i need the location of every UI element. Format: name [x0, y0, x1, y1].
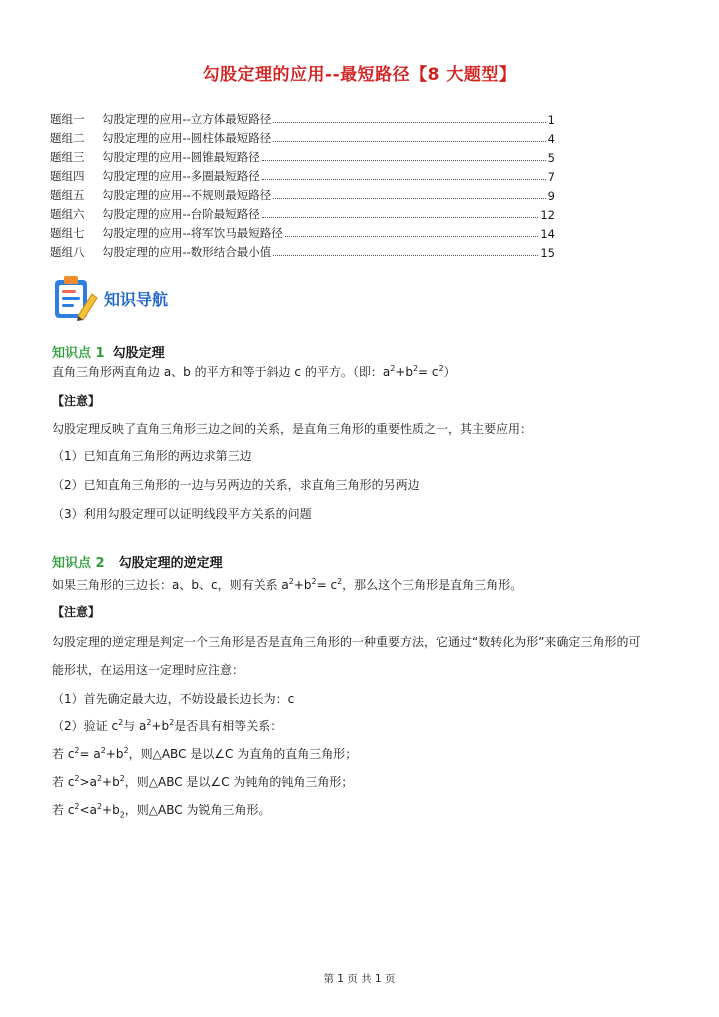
kp2-label: 知识点 2	[52, 556, 105, 571]
toc-group-label: 题组一	[50, 112, 85, 126]
toc-leader-dots	[273, 140, 545, 142]
toc-page-number: 5	[547, 151, 555, 165]
toc-group-label: 题组七	[50, 226, 85, 240]
toc-leader-dots	[262, 216, 539, 218]
toc-row[interactable]	[50, 165, 555, 184]
kp2-case-obtuse: 若 $c^2>a^2+b^2$，则△ABC 是以∠C 为钝角的钝角三角形；	[52, 774, 354, 789]
toc-row[interactable]	[50, 184, 555, 203]
toc-row[interactable]	[50, 146, 555, 165]
toc-leader-dots	[285, 235, 539, 237]
knowledge-nav-header	[52, 274, 168, 322]
toc-leader-dots	[262, 159, 546, 161]
kp2-item-2: （2）验证 $c^2$与 $a^2+b^2$是否具有相等关系：	[52, 718, 283, 733]
kp1-definition: 直角三角形两直角边 a、b 的平方和等于斜边 c 的平方。（即：$a^2+b^2= c^2$）	[52, 364, 456, 379]
toc-row[interactable]	[50, 203, 555, 222]
toc-group-label: 题组五	[50, 188, 85, 202]
kp2-para-line-1: 勾股定理的逆定理是判定一个三角形是否是直角三角形的一种重要方法，它通过“数转化为形”来确定三角形的可	[52, 635, 641, 649]
toc-row[interactable]	[50, 108, 555, 127]
toc-leader-dots	[273, 197, 545, 199]
kp1-item-1: （1）已知直角三角形的两边求第三边	[52, 449, 252, 463]
toc-page-number: 9	[547, 189, 555, 203]
kp1-label: 知识点 1	[52, 346, 105, 361]
kp2-heading	[52, 552, 223, 571]
kp2-item-1: （1）首先确定最大边，不妨设最长边长为：c	[52, 692, 295, 706]
kp2-title: 勾股定理的逆定理	[118, 556, 223, 571]
kp1-note-label: 【注意】	[52, 394, 101, 408]
toc-page-number: 4	[547, 132, 555, 146]
toc-page-number: 1	[547, 113, 555, 127]
kp2-definition: 如果三角形的三边长：a、b、c，则有关系 $a^2+b^2= c^2$，那么这个三角形是直角三角形。	[52, 577, 523, 592]
toc-entry-text: 勾股定理的应用--多圈最短路径	[102, 169, 260, 183]
clipboard-pen-icon	[52, 274, 98, 322]
kp2-case-acute: 若 $c^2<a^2+b_2$，则△ABC 为锐角三角形。	[52, 802, 271, 820]
knowledge-nav-title: 知识导航	[104, 289, 169, 309]
toc-group-label: 题组四	[50, 169, 85, 183]
toc-leader-dots	[273, 121, 545, 123]
kp2-note-label: 【注意】	[52, 605, 101, 619]
table-of-contents	[50, 108, 555, 260]
toc-entry-text: 勾股定理的应用--不规则最短路径	[102, 188, 272, 202]
toc-row[interactable]	[50, 222, 555, 241]
kp1-heading	[52, 342, 165, 361]
kp2-case-right: 若 $c^2= a^2+b^2$，则△ABC 是以∠C 为直角的直角三角形；	[52, 746, 358, 761]
toc-entry-text: 勾股定理的应用--台阶最短路径	[102, 207, 260, 221]
toc-leader-dots	[273, 254, 538, 256]
toc-group-label: 题组三	[50, 150, 85, 164]
toc-row[interactable]	[50, 127, 555, 146]
toc-leader-dots	[262, 178, 546, 180]
page-title: 勾股定理的应用--最短路径【8 大题型】	[202, 65, 517, 85]
kp1-item-2: （2）已知直角三角形的一边与另两边的关系，求直角三角形的另两边	[52, 478, 420, 492]
toc-entry-text: 勾股定理的应用--圆锥最短路径	[102, 150, 260, 164]
toc-group-label: 题组六	[50, 207, 85, 221]
toc-page-number: 12	[540, 208, 555, 222]
toc-group-label: 题组八	[50, 245, 85, 259]
toc-page-number: 14	[540, 227, 555, 241]
kp1-title: 勾股定理	[112, 346, 165, 361]
toc-page-number: 7	[547, 170, 555, 184]
kp2-para-line-2: 能形状，在运用这一定理时应注意：	[52, 663, 245, 677]
toc-page-number: 15	[540, 246, 555, 260]
toc-entry-text: 勾股定理的应用--圆柱体最短路径	[102, 131, 272, 145]
kp1-item-3: （3）利用勾股定理可以证明线段平方关系的问题	[52, 507, 312, 521]
toc-entry-text: 勾股定理的应用--立方体最短路径	[102, 112, 272, 126]
toc-group-label: 题组二	[50, 131, 85, 145]
toc-row[interactable]	[50, 241, 555, 260]
page-footer: 第 1 页 共 1 页	[323, 973, 396, 985]
toc-entry-text: 勾股定理的应用--数形结合最小值	[102, 245, 272, 259]
toc-entry-text: 勾股定理的应用--将军饮马最短路径	[102, 226, 283, 240]
kp1-intro: 勾股定理反映了直角三角形三边之间的关系，是直角三角形的重要性质之一，其主要应用：	[52, 422, 533, 436]
